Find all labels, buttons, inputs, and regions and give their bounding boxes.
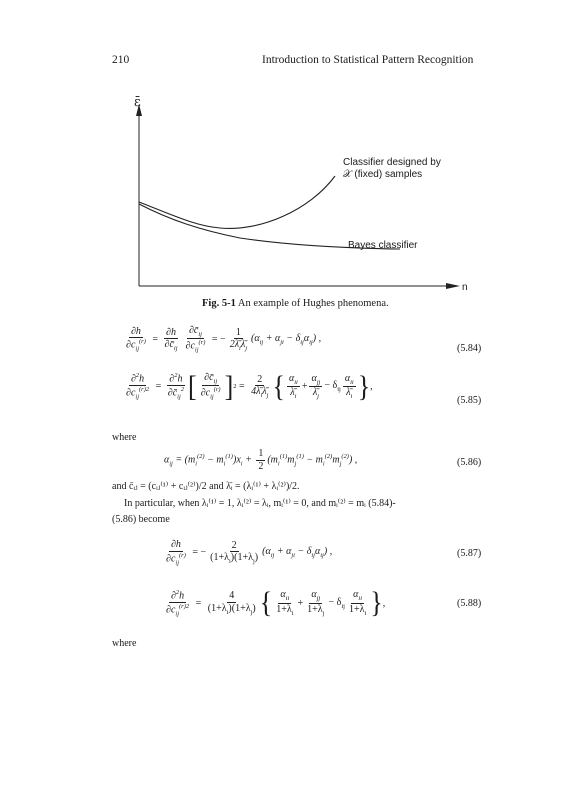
where-text-1: where xyxy=(112,432,137,443)
y-axis-label: ε̄ xyxy=(134,95,141,110)
eq-number-5-88: (5.88) xyxy=(457,598,482,609)
eq-number-5-85: (5.85) xyxy=(457,395,482,406)
figure-caption xyxy=(202,298,389,309)
curve2-label: Bayes classifier xyxy=(348,240,418,251)
equation-5-87: $\frac{\partial h}{\partial c_{ij}^{(r)}}$ = − $\frac{2}{(1+\lambda_i)(1+\lambda_j)}$ $(\alpha_{ij} + \alpha_{ji} - \delta_{ij}\alpha_{ij})$ , xyxy=(166,539,333,566)
equation-5-85: $\frac{\partial^2h}{\partial c_{ij}^{(r)2}}$ = $\frac{\partial^2h}{\partial c̄_{ij}^2}$ [ $\frac{\partial c̄_{ij}}{\partial c_{ij}^{(r)}}$ ] 2 = $\frac{2}{4\lambdā_i\lambdā_j}$ { $\frac{\alpha_{ii}}{\lambdā_i}$ + $\frac{\alpha_{jj}}{\lambdā_j}$ − $\delta_{ij}$ $\frac{\alpha_{ii}}{\lambdā_i}$ } , xyxy=(126,369,373,403)
equation-5-88: $\frac{\partial^2h}{\partial c_{ij}^{(r)2}}$ = $\frac{4}{(1+\lambda_i)(1+\lambda_j)}$ { $\frac{\alpha_{ii}}{1+\lambda_i}$ + $\frac{\alpha_{jj}}{1+\lambda_j}$ − $\delta_{ij}$ $\frac{\alpha_{ii}}{1+\lambda_i}$ } , xyxy=(166,586,386,620)
equation-5-84: $\frac{\partial h}{\partial c_{ij}^{(r)}}$ = $\frac{\partial h}{\partial c̄_{ij}}$ $\frac{\partial c̄_{ij}}{\partial c_{ij}^{(r)}}$ = − $\frac{1}{2\lambdā_i\lambdā_j}$ $(\alpha_{ij} + \alpha_{ji} - \delta_{ij}\alpha_{ij})$ , xyxy=(126,325,322,354)
curve1-label-line1: Classifier designed by xyxy=(343,157,441,168)
caption-text: An example of Hughes phenomena. xyxy=(237,298,389,309)
become-line: (5.86) become xyxy=(112,514,170,525)
and-line: and c̄ᵢⱼ = (cᵢⱼ⁽¹⁾ + cᵢⱼ⁽²⁾)/2 and λ̄ᵢ = (λᵢ⁽¹⁾ + λᵢ⁽²⁾)/2. xyxy=(112,481,300,492)
eq-number-5-87: (5.87) xyxy=(457,548,482,559)
running-header: Introduction to Statistical Pattern Recognition xyxy=(262,54,474,66)
designed-classifier-curve xyxy=(139,176,335,228)
x-axis-label: n xyxy=(462,282,468,293)
eq-number-5-84: (5.84) xyxy=(457,343,482,354)
x-axis-arrow xyxy=(446,283,460,289)
caption-prefix: Fig. 5-1 xyxy=(202,298,236,309)
hughes-figure xyxy=(110,90,510,300)
page-number: 210 xyxy=(112,54,130,66)
particular-line: In particular, when λᵢ⁽¹⁾ = 1, λᵢ⁽²⁾ = λᵢ, mᵢ⁽¹⁾ = 0, and mᵢ⁽²⁾ = mᵢ (5.84)- xyxy=(124,498,396,509)
curve1-label-line2: 𝒳 (fixed) samples xyxy=(343,169,423,180)
eq-number-5-86: (5.86) xyxy=(457,457,482,468)
equation-5-86: $\alpha_{ij} = (m_i^{(2)} - m_i^{(1)})x_i$ + $\frac{1}{2}$ $(m_i^{(1)}m_j^{(1)} - m_i^{(2)}m_j^{(2)})$ , xyxy=(164,448,358,472)
where-text-2: where xyxy=(112,638,137,649)
